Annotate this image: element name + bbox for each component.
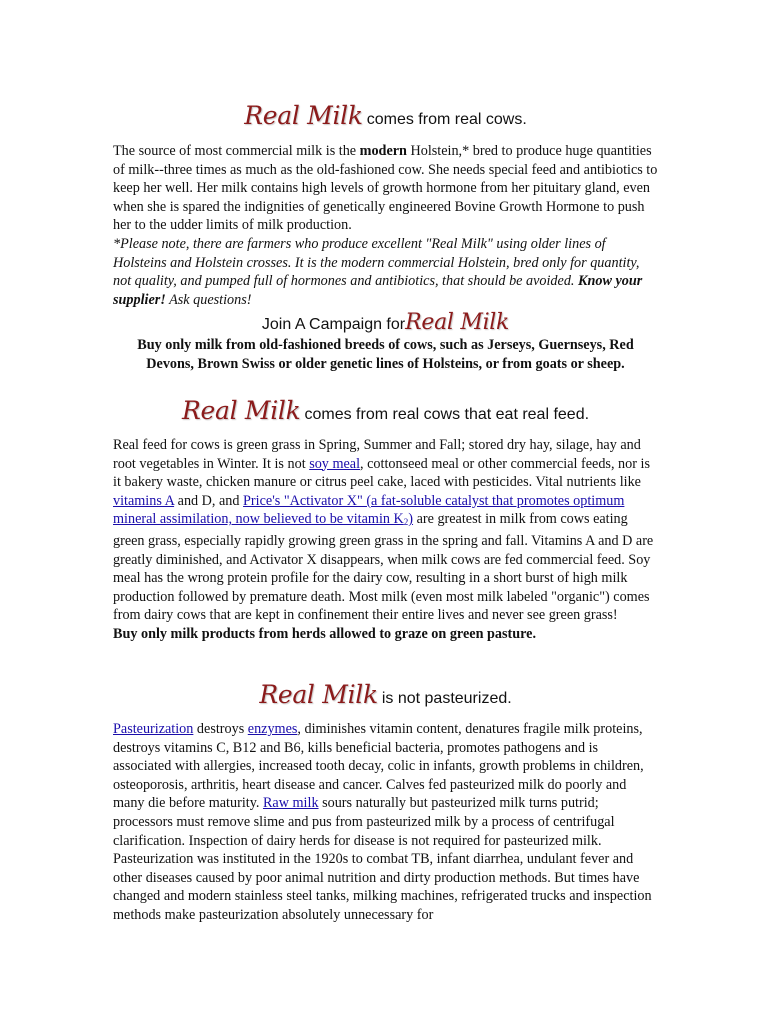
campaign-heading-text: Join A Campaign for [261, 316, 406, 333]
campaign-text: Buy only milk from old-fashioned breeds of cows, such as Jerseys, Guernseys, Red Devons, Brown Swiss or older genetic lines of Holsteins, or from goats or sheep. [137, 337, 634, 372]
section1-body [113, 142, 658, 309]
text-run: destroys [193, 721, 248, 737]
real-feed-paragraph [113, 436, 658, 625]
real-milk-logo: Real Milk [244, 101, 363, 130]
campaign-body [113, 336, 658, 374]
pasteurization-paragraph [113, 720, 658, 925]
real-milk-logo: Real Milk [405, 310, 510, 335]
enzymes-link[interactable]: enzymes [247, 721, 298, 737]
note-text: *Please note, there are farmers who produce excellent "Real Milk" using older lines of Holsteins and Holstein crosses. It is the modern commercial Holstein, bred only for quantity, not quality, and pumped full of hormones and antibiotics, that should be avoided. [113, 235, 640, 290]
vitamins-a-link[interactable]: vitamins A [113, 492, 175, 509]
bold-term: modern [359, 143, 407, 159]
section-heading-real-cows [113, 101, 658, 130]
graze-callout: Buy only milk products from herds allowed to graze on green pasture. [113, 625, 537, 642]
real-milk-logo: Real Milk [181, 396, 301, 425]
text-run: Real feed for cows is green grass in Spring, Summer and Fall; stored dry hay, silage, hay and root vegetables in Winter. It is not [113, 437, 641, 472]
text-run: , cottonseed meal or other commercial feeds, nor is it bakery waste, chicken manure or citrus peel cake, laced with pesticides. Vital nutrients like [113, 455, 650, 491]
note-end: Ask questions! [165, 291, 252, 308]
note-bold: Know your supplier! [113, 273, 643, 308]
subscript: 2 [403, 517, 409, 528]
text-run: are greatest in milk from cows eating green grass, especially rapidly growing green grass in the spring and fall. Vitamins A and D are greatly diminished, and Activator X disappears, when milk cows are fed commercial feed. Soy meal has the wrong protein profile for the dairy cow, resulting in a short burst of high milk production followed by premature death. Most milk (even most milk labeled "organic") comes from dairy cows that are kept in confinement their entire lives and never see green grass! [113, 511, 654, 624]
pasteurization-link[interactable]: Pasteurization [113, 721, 194, 737]
real-milk-logo: Real Milk [259, 680, 378, 709]
campaign-heading [113, 310, 658, 335]
link-text: Price's "Activator X" (a fat-soluble catalyst that promotes optimum mineral assimilation, now believed to be vitamin K [113, 492, 625, 528]
text-run: The source of most commercial milk is the [113, 143, 360, 159]
section2-body [113, 436, 658, 644]
heading-text: comes from real cows that eat real feed. [304, 406, 590, 423]
text-run: Holstein,* bred to produce huge quantities of milk--three times as much as the old-fashioned cow. She needs special feed and antibiotics to keep her well. Her milk contains high levels of growth hormone from her pituitary gland, even when she is spared the indignities of genetically engineered Bovine Growth Hormone to push her to the udder limits of milk production. [113, 143, 658, 234]
section-heading-not-pasteurized [113, 680, 658, 709]
text-run: , diminishes vitamin content, denatures fragile milk proteins, destroys vitamins C, B12 and B6, kills beneficial bacteria, promotes pathogens and is associated with allergies, increased tooth decay, colic in infants, growth problems in children, osteoporosis, arthritis, heart disease and cancer. Calves fed pasteurized milk do poorly and many die before maturity. [113, 721, 644, 812]
soy-meal-link[interactable]: soy meal [309, 455, 361, 472]
text-run: sours naturally but pasteurized milk turns putrid; processors must remove slime and pus from pasteurized milk by a process of centrifugal clarification. Inspection of dairy herds for disease is not required for pasteurized milk. Pasteurization was instituted in the 1920s to combat TB, infant diarrhea, undulant fever and other diseases caused by poor animal nutrition and dirty production methods. But times have changed and modern stainless steel tanks, milking machines, refrigerated trucks and inspection methods make pasteurization absolutely unnecessary for [113, 795, 652, 923]
holstein-paragraph [113, 142, 658, 235]
heading-text: comes from real cows. [366, 111, 527, 128]
link-text-end: ) [408, 511, 414, 528]
note-paragraph [113, 235, 658, 309]
section-heading-real-feed [113, 396, 658, 425]
raw-milk-link[interactable]: Raw milk [262, 795, 319, 812]
text-run: and D, and [174, 492, 244, 509]
heading-text: is not pasteurized. [381, 690, 512, 707]
section3-body [113, 720, 658, 925]
